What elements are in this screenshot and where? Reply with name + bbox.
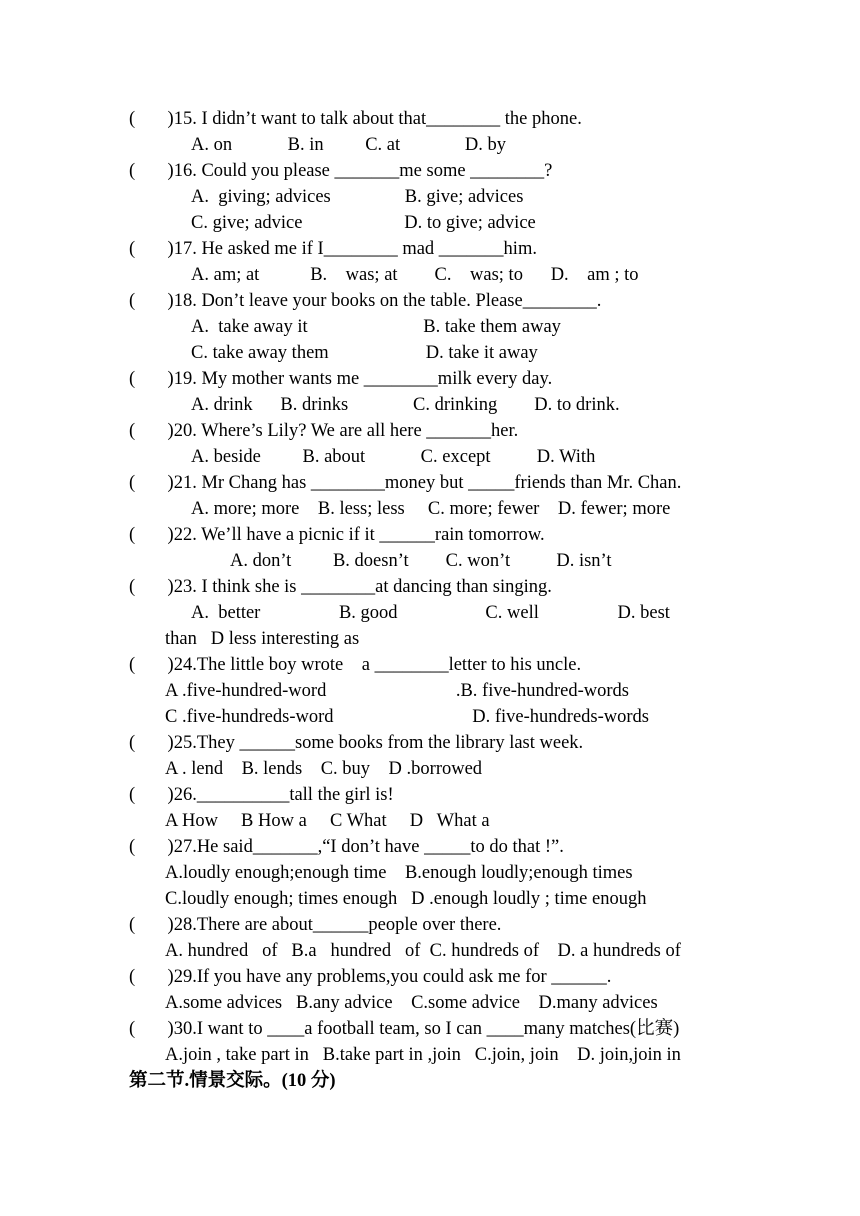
question-29: ( )29.If you have any problems,you could ask me for ______. <box>129 967 612 987</box>
options-27-cd: C.loudly enough; times enough D .enough loudly ; time enough <box>165 889 647 909</box>
options-27-ab: A.loudly enough;enough time B.enough loudly;enough times <box>165 863 633 883</box>
options-15: A. on B. in C. at D. by <box>191 135 507 155</box>
question-26: ( )26.__________tall the girl is! <box>129 785 394 805</box>
options-17: A. am; at B. was; at C. was; to D. am ; to <box>191 265 639 285</box>
options-18-ab: A. take away it B. take them away <box>191 317 561 337</box>
options-21: A. more; more B. less; less C. more; fewer D. fewer; more <box>191 499 671 519</box>
options-18-cd: C. take away them D. take it away <box>191 343 538 363</box>
options-29: A.some advices B.any advice C.some advice D.many advices <box>165 993 658 1013</box>
question-28: ( )28.There are about______people over there. <box>129 915 502 935</box>
question-16: ( )16. Could you please _______me some ________? <box>129 161 553 181</box>
options-28: A. hundred of B.a hundred of C. hundreds of D. a hundreds of <box>165 941 681 961</box>
question-27: ( )27.He said_______,“I don’t have _____to do that !”. <box>129 837 564 857</box>
question-18: ( )18. Don’t leave your books on the table. Please________. <box>129 291 602 311</box>
question-30: ( )30.I want to ____a football team, so I can ____many matches(比赛) <box>129 1019 680 1039</box>
options-24-ab: A .five-hundred-word .B. five-hundred-words <box>165 681 629 701</box>
options-26: A How B How a C What D What a <box>165 811 490 831</box>
options-22: A. don’t B. doesn’t C. won’t D. isn’t <box>230 551 612 571</box>
options-16-cd: C. give; advice D. to give; advice <box>191 213 536 233</box>
question-19: ( )19. My mother wants me ________milk every day. <box>129 369 553 389</box>
options-25: A . lend B. lends C. buy D .borrowed <box>165 759 483 779</box>
options-24-cd: C .five-hundreds-word D. five-hundreds-words <box>165 707 649 727</box>
question-17: ( )17. He asked me if I________ mad _______him. <box>129 239 537 259</box>
question-24: ( )24.The little boy wrote a ________letter to his uncle. <box>129 655 582 675</box>
section-heading: 第二节.情景交际。(10 分) <box>129 1071 336 1091</box>
options-20: A. beside B. about C. except D. With <box>191 447 596 467</box>
options-19: A. drink B. drinks C. drinking D. to drink. <box>191 395 620 415</box>
question-20: ( )20. Where’s Lily? We are all here _______her. <box>129 421 519 441</box>
question-23: ( )23. I think she is ________at dancing than singing. <box>129 577 552 597</box>
options-23-cont: than D less interesting as <box>165 629 360 649</box>
options-30: A.join , take part in B.take part in ,join C.join, join D. join,join in <box>165 1045 681 1065</box>
question-21: ( )21. Mr Chang has ________money but _____friends than Mr. Chan. <box>129 473 682 493</box>
options-23: A. better B. good C. well D. best <box>191 603 670 623</box>
question-22: ( )22. We’ll have a picnic if it ______rain tomorrow. <box>129 525 545 545</box>
question-15: ( )15. I didn’t want to talk about that________ the phone. <box>129 109 582 129</box>
question-25: ( )25.They ______some books from the library last week. <box>129 733 584 753</box>
options-16-ab: A. giving; advices B. give; advices <box>191 187 524 207</box>
